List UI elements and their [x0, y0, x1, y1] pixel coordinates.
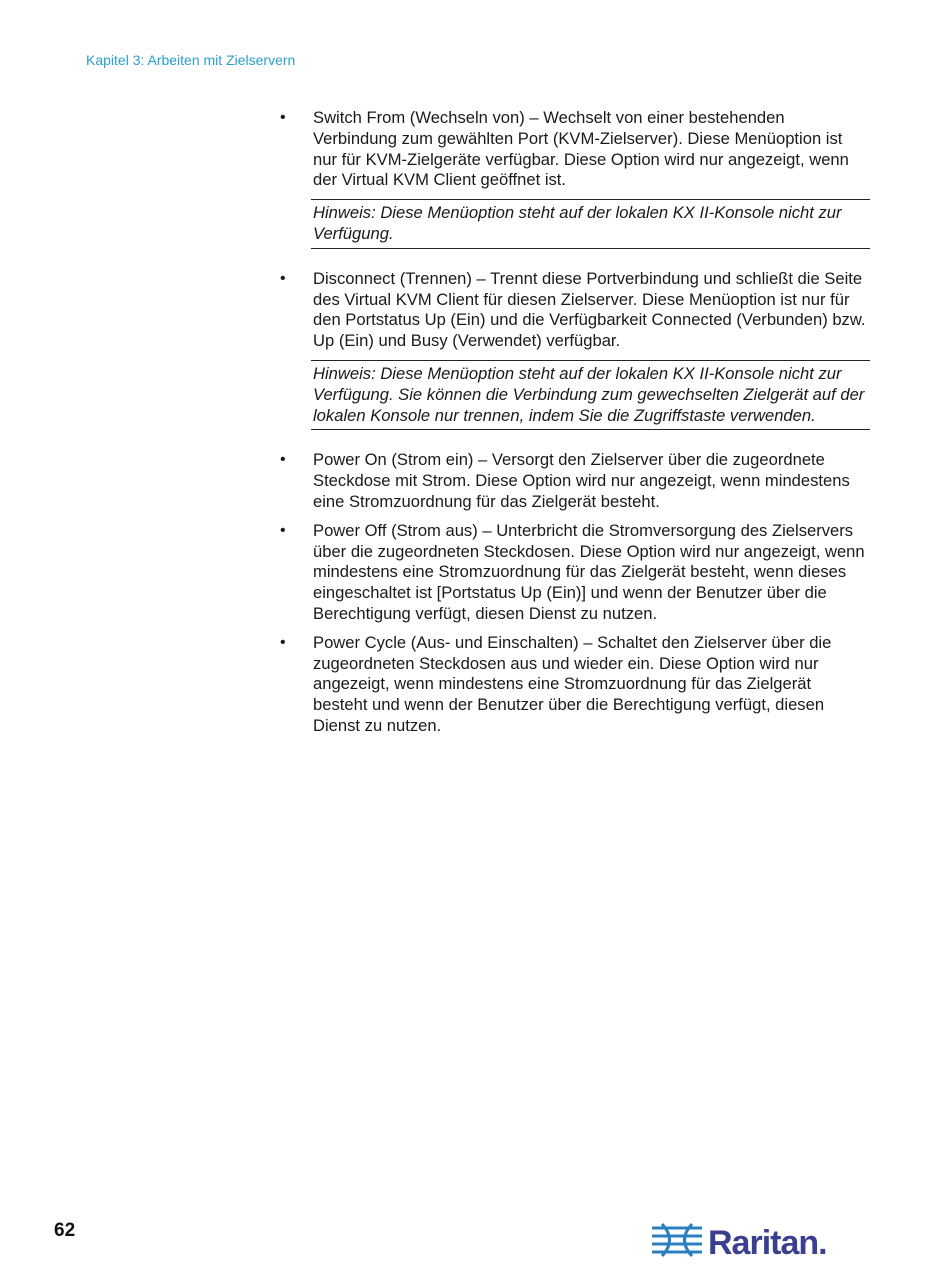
note-box: Hinweis: Diese Menüoption steht auf der lokalen KX II-Konsole nicht zur Verfügung.: [311, 199, 870, 249]
bullet-item-switch-from: [276, 108, 870, 191]
bullet-text: Switch From (Wechseln von) – Wechselt von einer bestehenden Verbindung zum gewählten Port (KVM-Zielserver). Diese Menüoption ist nur für KVM-Zielgeräte verfügbar. Diese Option wird nur angezeigt, wenn der Virtual KVM Client geöffnet ist.: [313, 108, 849, 190]
bullet-item-power-cycle: [276, 633, 870, 737]
bullet-icon: •: [280, 521, 286, 539]
document-body: [276, 108, 870, 745]
logo-mark-icon: [652, 1224, 702, 1256]
bullet-text: Disconnect (Trennen) – Trennt diese Portverbindung und schließt die Seite des Virtual KVM Client für diesen Zielserver. Diese Menüoption ist nur für den Portstatus Up (Ein) und die Verfügbarkeit Connected (Verbunden) bzw. Up (Ein) und Busy (Verwendet) verfügbar.: [313, 268, 866, 351]
bullet-text: Power Off (Strom aus) – Unterbricht die Stromversorgung des Zielservers über die zugeordneten Steckdosen. Diese Option wird nur angezeigt, wenn mindestens eine Stromzuordnung für das Zielgerät besteht, wenn dieses eingeschaltet ist [Portstatus Up (Ein)] und wenn der Benutzer über die Berechtigung verfügt, diesen Dienst zu nutzen.: [313, 520, 865, 623]
logo-text: Raritan.: [708, 1224, 827, 1262]
bullet-item-disconnect: [276, 269, 870, 352]
chapter-header: Kapitel 3: Arbeiten mit Zielservern: [86, 52, 296, 68]
note-box: Hinweis: Diese Menüoption steht auf der lokalen KX II-Konsole nicht zur Verfügung. Sie können die Verbindung zum gewechselten Zielgerät auf der lokalen Konsole nur trennen, indem Sie die Zugriffstaste verwenden.: [311, 360, 870, 430]
bullet-icon: •: [280, 269, 286, 287]
bullet-icon: •: [280, 633, 286, 651]
page-number: 62: [54, 1220, 76, 1241]
raritan-logo: [650, 1218, 870, 1262]
bullet-item-power-on: [276, 450, 870, 512]
bullet-item-power-off: [276, 521, 870, 625]
bullet-icon: •: [280, 109, 286, 126]
bullet-text: Power On (Strom ein) – Versorgt den Zielserver über die zugeordnete Steckdose mit Strom. Diese Option wird nur angezeigt, wenn mindestens eine Stromzuordnung für das Zielgerät besteht.: [313, 450, 850, 511]
bullet-text: Power Cycle (Aus- und Einschalten) – Schaltet den Zielserver über die zugeordneten Steckdosen aus und wieder ein. Diese Option wird nur angezeigt, wenn mindestens eine Stromzuordnung für das Zielgerät besteht und wenn der Benutzer über die Berechtigung verfügt, diesen Dienst zu nutzen.: [313, 632, 832, 735]
bullet-icon: •: [280, 451, 286, 469]
